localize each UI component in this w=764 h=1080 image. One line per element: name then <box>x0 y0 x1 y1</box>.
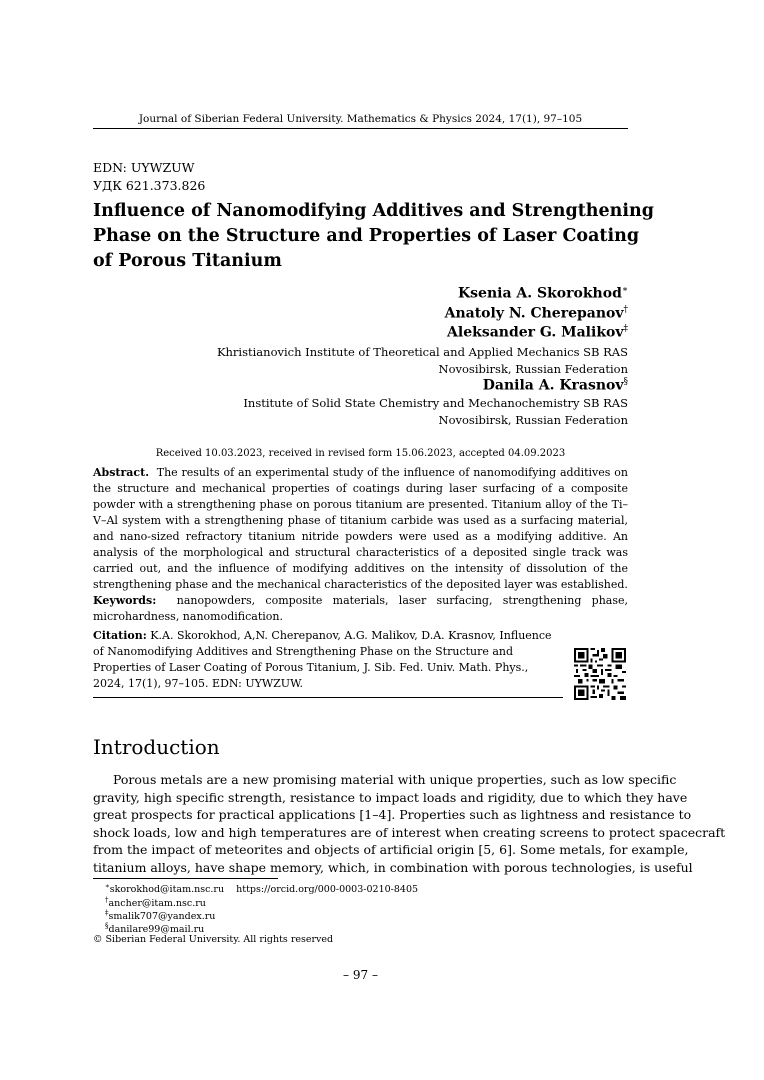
author-2 <box>445 305 628 322</box>
footnote-mark: † <box>105 896 109 904</box>
footnote-text: danilare99@mail.ru <box>108 924 205 936</box>
author-name: Anatoly N. Cherepanov <box>444 305 624 322</box>
intro-line-2: gravity, high specific strength, resistance to impact loads and rigidity, due to which they have <box>93 789 688 805</box>
qr-code-icon[interactable] <box>574 648 626 700</box>
intro-line-5: from the impact of meteorites and objects of artificial origin [5, 6]. Some metals, for example, <box>93 842 689 857</box>
footnote-mark: § <box>105 922 109 930</box>
introduction-body <box>93 771 726 876</box>
title-line-3: of Porous Titanium <box>93 251 282 271</box>
keywords-text: nanopowders, composite materials, laser surfacing, strengthening phase, microhardness, nanomodification. <box>93 594 628 623</box>
citation-text: K.A. Skorokhod, A,N. Cherepanov, A.G. Malikov, D.A. Krasnov, Influence of Nanomodifying Additives and Strengthening Phase on the Structure and Properties of Laser Coating of Porous Titanium, J. Sib. Fed. Univ. Math. Phys., 2024, 17(1), 97–105. EDN: UYWZUW. <box>93 629 552 690</box>
paper-title <box>93 199 654 274</box>
received-dates: Received 10.03.2023, received in revised form 15.06.2023, accepted 04.09.2023 <box>155 448 566 459</box>
footnote-text: skorokhod@itam.nsc.ru https://orcid.org/000-0003-0210-8405 <box>109 884 419 896</box>
citation <box>93 628 563 692</box>
footnote-mark: ∗ <box>105 882 110 890</box>
affiliation-1-line-1: Khristianovich Institute of Theoretical and Applied Mechanics SB RAS <box>216 345 628 359</box>
abstract <box>93 465 628 593</box>
author-mark: † <box>623 305 628 315</box>
affiliation-2-line-1: Institute of Solid State Chemistry and Mechanochemistry SB RAS <box>243 396 628 410</box>
intro-line-1: Porous metals are a new promising material with unique properties, such as low specific <box>113 772 677 787</box>
author-mark: ∗ <box>621 285 628 295</box>
introduction-heading: Introduction <box>93 735 220 759</box>
keywords <box>93 593 628 625</box>
footnote-text: ancher@itam.nsc.ru <box>108 898 206 910</box>
keywords-label: Keywords: <box>93 594 157 607</box>
footnote-text: smalik707@yandex.ru <box>108 911 216 923</box>
title-line-2: Phase on the Structure and Properties of Laser Coating <box>93 226 640 246</box>
title-line-1: Influence of Nanomodifying Additives and Strengthening <box>93 201 654 221</box>
intro-line-3: great prospects for practical applications [1–4]. Properties such as lightness and resistance to <box>93 807 692 822</box>
citation-rule <box>93 697 563 698</box>
page-number: – 97 – <box>343 968 378 982</box>
author-mark: ‡ <box>623 324 628 334</box>
author-4 <box>483 377 628 394</box>
header-rule <box>93 128 628 129</box>
intro-line-6: titanium alloys, have shape memory, which, in combination with porous technologies, is useful <box>93 859 693 875</box>
footnote-mark: ‡ <box>105 909 109 917</box>
udk-code: УДК 621.373.826 <box>93 178 206 193</box>
author-name: Danila A. Krasnov <box>482 377 624 394</box>
journal-header: Journal of Siberian Federal University. Mathematics & Physics 2024, 17(1), 97–105 <box>138 113 583 125</box>
author-mark: § <box>623 377 628 387</box>
author-3 <box>447 324 628 341</box>
author-name: Ksenia A. Skorokhod <box>457 285 622 302</box>
affiliation-2-line-2: Novosibirsk, Russian Federation <box>438 413 628 427</box>
footnote-rule <box>93 878 278 879</box>
abstract-text: The results of an experimental study of the influence of nanomodifying additives on the structure and mechanical properties of coatings during laser surfacing of a composite powder with a strengthening phase on porous titanium are presented. Titanium alloy of the Ti–V–Al system with a strengthening phase of titanium carbide was used as a surfacing material, and nano-sized refractory titanium nitride powders were used as a modifying additive. An analysis of the morphological and structural characteristics of a deposited single track was carried out, and the influence of modifying additives on the intensity of dissolution of the strengthening phase and the mechanical characteristics of the deposited layer was established. <box>93 466 628 591</box>
copyright-notice: © Siberian Federal University. All rights reserved <box>93 934 334 945</box>
author-1 <box>458 285 628 302</box>
author-name: Aleksander G. Malikov <box>447 324 624 341</box>
abstract-label: Abstract. <box>93 466 150 479</box>
intro-line-4: shock loads, low and high temperatures are of interest when creating screens to protect spacecraft <box>93 824 726 840</box>
affiliation-1-line-2: Novosibirsk, Russian Federation <box>438 362 628 376</box>
edn-code: EDN: UYWZUW <box>93 160 195 175</box>
citation-label: Citation: <box>93 629 147 642</box>
